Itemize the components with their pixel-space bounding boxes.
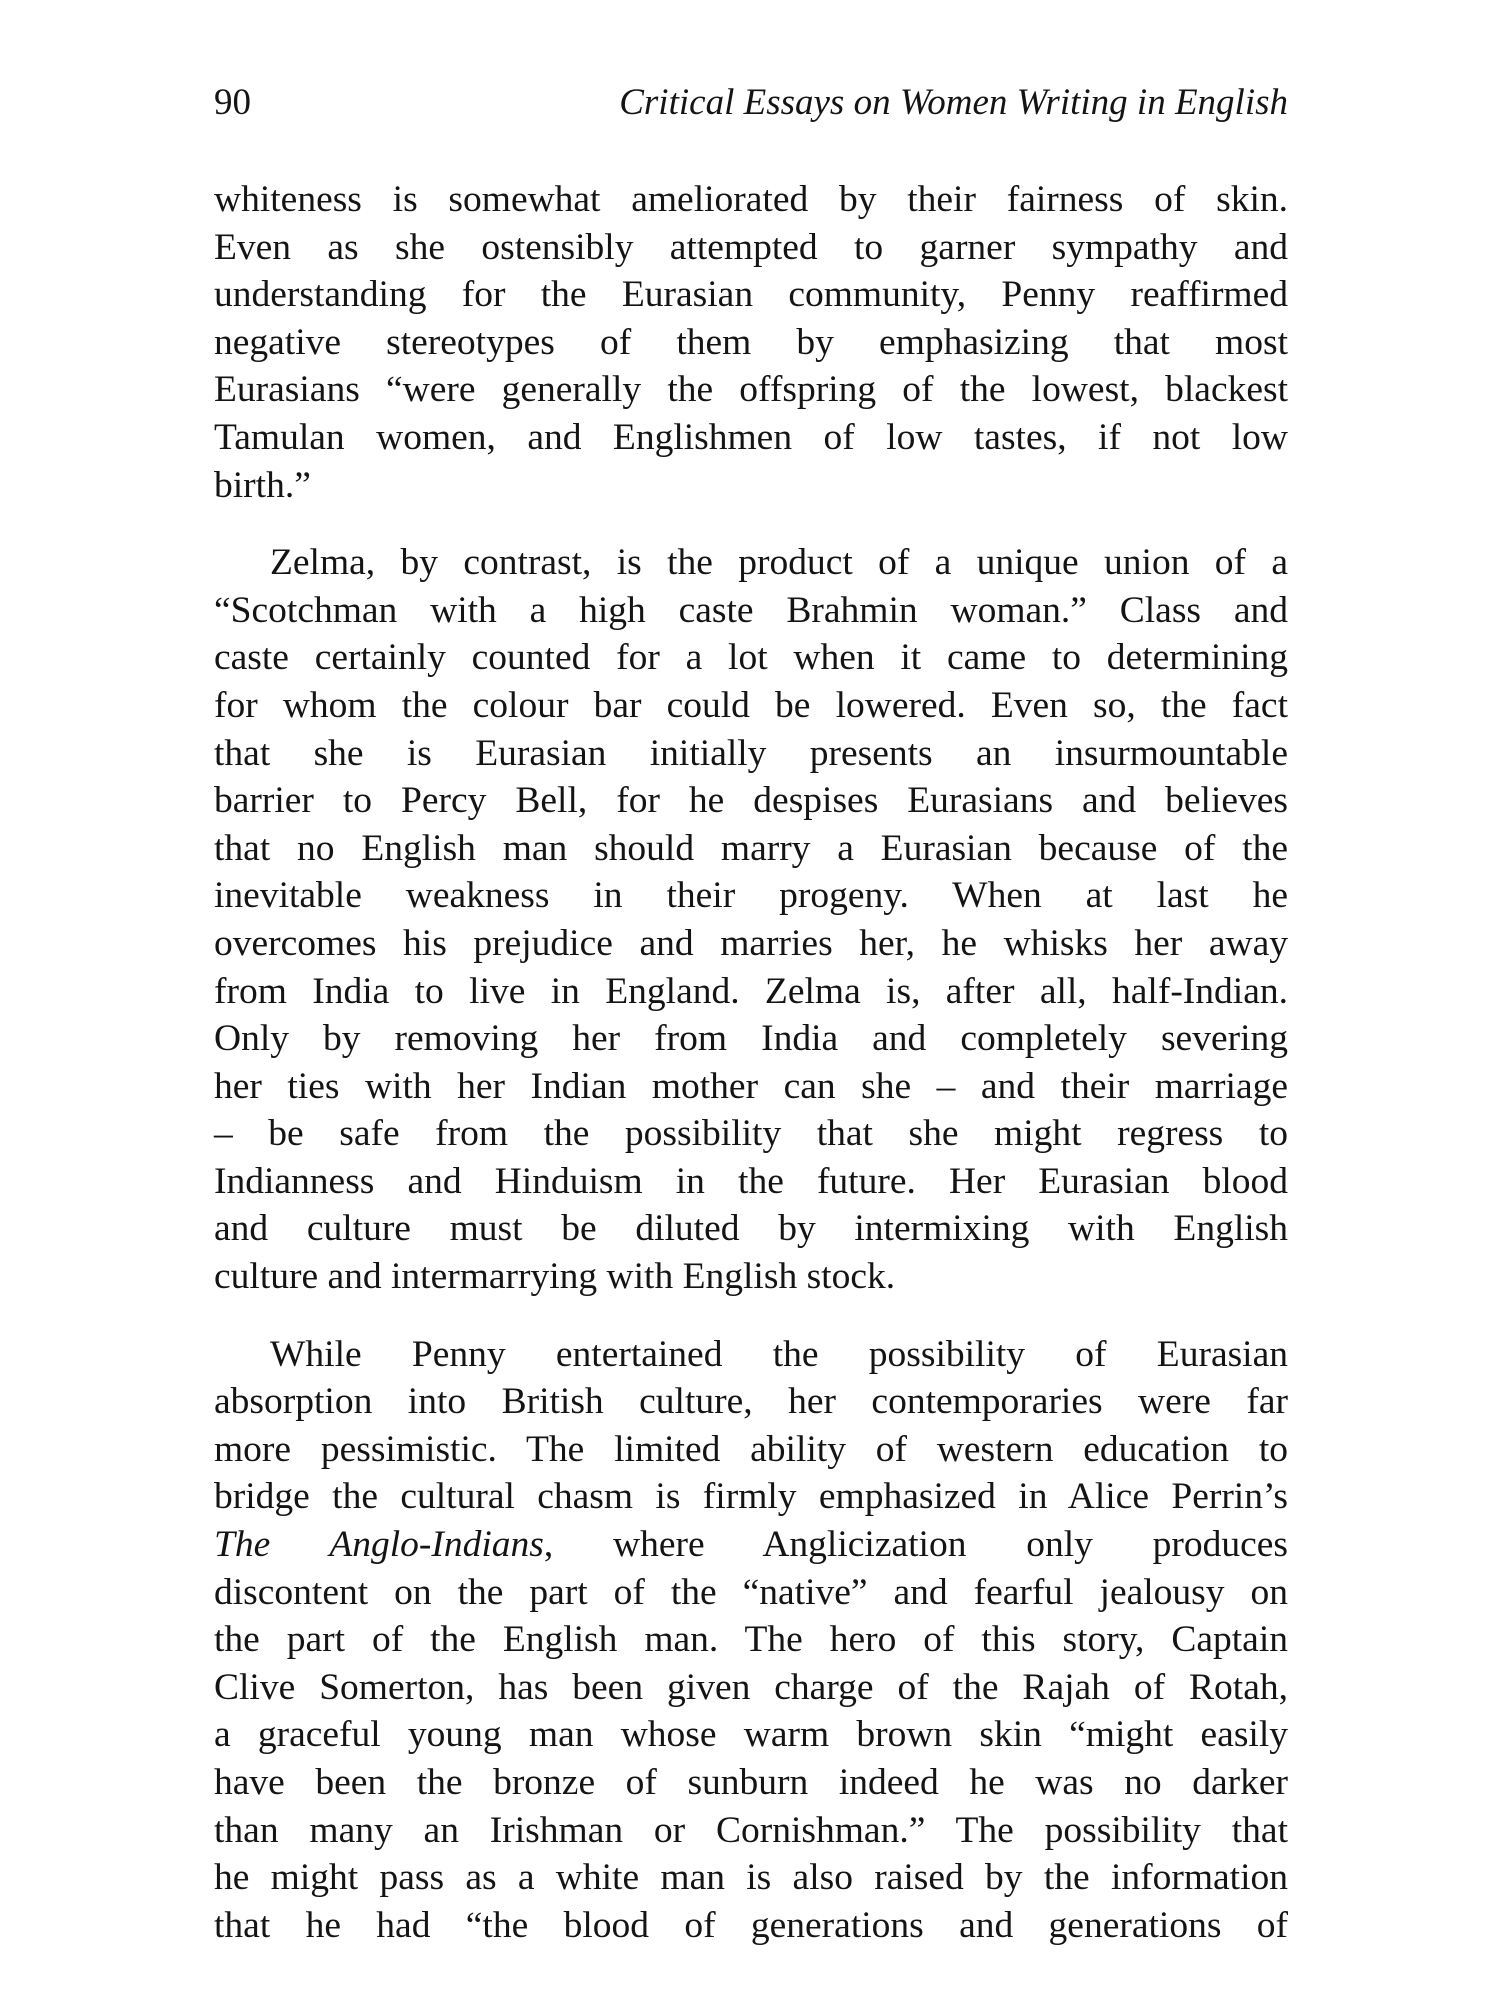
- text-line: more pessimistic. The limited ability of western education to: [214, 1428, 1288, 1470]
- text-fragment: , where Anglicization only produces: [543, 1524, 1289, 1566]
- text-line: bridge the cultural chasm is firmly emphasized in Alice Perrin’s: [214, 1476, 1288, 1518]
- page-number: 90: [214, 82, 251, 123]
- paragraph-1: [214, 176, 1288, 509]
- running-title: Critical Essays on Women Writing in English: [619, 82, 1288, 123]
- body-text: [214, 176, 1288, 1949]
- text-line: While Penny entertained the possibility of Eurasian: [270, 1333, 1288, 1375]
- text-line: and culture must be diluted by intermixing with English: [214, 1208, 1288, 1250]
- text-line: have been the bronze of sunburn indeed he was no darker: [214, 1762, 1288, 1803]
- text-line: Tamulan women, and Englishmen of low tastes, if not low: [214, 416, 1288, 458]
- text-line: Only by removing her from India and completely severing: [214, 1018, 1288, 1060]
- text-line: from India to live in England. Zelma is, after all, half-Indian.: [214, 970, 1288, 1012]
- text-line-with-italic-title: [214, 1521, 1288, 1569]
- book-title: The Anglo-Indians: [214, 1524, 544, 1566]
- paragraph-spacer: [214, 1301, 1288, 1331]
- text-line: the part of the English man. The hero of this story, Captain: [214, 1619, 1288, 1661]
- text-line: that no English man should marry a Eurasian because of the: [214, 827, 1288, 869]
- text-line: whiteness is somewhat ameliorated by their fairness of skin.: [214, 179, 1288, 220]
- text-line: a graceful young man whose warm brown skin “might easily: [214, 1714, 1288, 1756]
- text-line: barrier to Percy Bell, for he despises Eurasians and believes: [214, 780, 1288, 822]
- text-line: he might pass as a white man is also raised by the information: [214, 1857, 1288, 1899]
- text-line: “Scotchman with a high caste Brahmin woman.” Class and: [214, 589, 1288, 631]
- paragraph-3: [214, 1331, 1288, 1950]
- text-line: Even as she ostensibly attempted to garner sympathy and: [214, 226, 1288, 268]
- text-line: discontent on the part of the “native” and fearful jealousy on: [214, 1571, 1288, 1613]
- text-line: caste certainly counted for a lot when it came to determining: [214, 637, 1288, 679]
- text-line: understanding for the Eurasian community, Penny reaffirmed: [214, 274, 1288, 316]
- text-line: Zelma, by contrast, is the product of a unique union of a: [270, 542, 1288, 584]
- text-line: that she is Eurasian initially presents an insurmountable: [214, 732, 1288, 774]
- text-line: absorption into British culture, her contemporaries were far: [214, 1381, 1288, 1423]
- text-line: culture and intermarrying with English stock.: [214, 1256, 896, 1298]
- text-line: her ties with her Indian mother can she – and their marriage: [214, 1065, 1288, 1107]
- text-line: Indianness and Hinduism in the future. Her Eurasian blood: [214, 1160, 1288, 1202]
- text-line: – be safe from the possibility that she might regress to: [214, 1113, 1288, 1155]
- text-line: that he had “the blood of generations and generations of: [214, 1904, 1288, 1946]
- text-line: negative stereotypes of them by emphasizing that most: [214, 321, 1288, 363]
- text-line: Eurasians “were generally the offspring of the lowest, blackest: [214, 369, 1288, 411]
- text-line: overcomes his prejudice and marries her, he whisks her away: [214, 922, 1288, 964]
- text-line: than many an Irishman or Cornishman.” The possibility that: [214, 1809, 1288, 1851]
- page-header: [214, 78, 1288, 128]
- paragraph-2: [214, 539, 1288, 1301]
- text-line: for whom the colour bar could be lowered. Even so, the fact: [214, 684, 1288, 726]
- text-line: inevitable weakness in their progeny. When at last he: [214, 875, 1288, 917]
- text-line: Clive Somerton, has been given charge of the Rajah of Rotah,: [214, 1666, 1288, 1708]
- paragraph-spacer: [214, 509, 1288, 539]
- text-line: birth.”: [214, 464, 311, 506]
